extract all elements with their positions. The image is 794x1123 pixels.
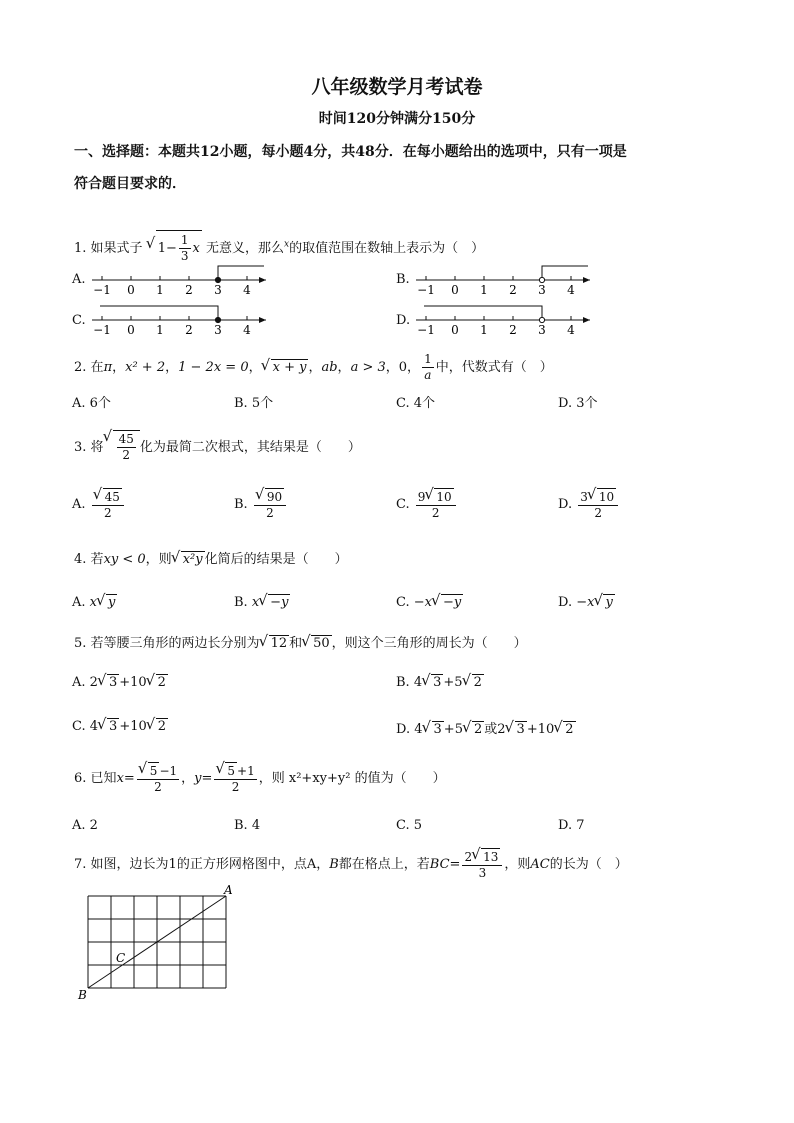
tick-label: 3 (214, 283, 222, 297)
q4-number: 4. (74, 552, 87, 567)
point-c-label: C (116, 951, 126, 965)
q4-option-a[interactable]: A. x√ y (72, 594, 117, 611)
question-1: 1. 如果式子 √ 1− $\frac{1}{3}$ x 无意义，那么$^x$的取值范围在数轴上表示为（ ） (74, 230, 484, 264)
tick-label: −1 (417, 283, 435, 297)
q4-post: 化简后的结果是（ ） (204, 552, 348, 567)
q3-option-b[interactable]: B. √ $\frac{90}{2}$ (234, 488, 288, 521)
tick-label: 1 (480, 323, 488, 337)
tick-label: 2 (185, 283, 193, 297)
page-title: 八年级数学月考试卷 (311, 76, 483, 98)
q4-option-c[interactable]: C. −x√ −y (396, 594, 463, 611)
closed-point (215, 317, 220, 322)
q6-option-a[interactable]: A. 2 (72, 818, 98, 833)
open-point (539, 277, 544, 282)
q5-number: 5. (74, 636, 87, 651)
q1-number: 1. (74, 241, 87, 256)
q5-option-d[interactable]: D. 4√ 3 +5√ 2 或2√ 3 +10√ 2 (396, 718, 576, 738)
q6-post: ，则 x²+xy+y² 的值为（ ） (258, 771, 446, 786)
q4-condition: xy < 0 (103, 552, 146, 567)
q4-pre: 若 (90, 552, 104, 567)
q4-option-d[interactable]: D. −x√ y (558, 594, 615, 611)
q4-option-b[interactable]: B. x√ −y (234, 594, 290, 611)
open-point (539, 317, 544, 322)
q2-option-d[interactable]: D. 3个 (558, 396, 598, 411)
q2-number: 2. (74, 360, 87, 375)
tick-label: 4 (243, 283, 251, 297)
q2-option-a[interactable]: A. 6个 (72, 396, 111, 411)
closed-point (215, 277, 220, 282)
axis-arrow (259, 317, 266, 323)
q5-option-b[interactable]: B. 4√ 3 +5√ 2 (396, 674, 484, 691)
q1-number-line-d[interactable] (412, 298, 597, 338)
q3-radical: √ $\frac{45}{2}$ (113, 430, 140, 463)
section-line-2: 符合题目要求的． (74, 176, 186, 192)
q6-pre: 已知 (90, 771, 117, 786)
q1-number-line-c[interactable] (88, 298, 273, 338)
q3-number: 3. (74, 440, 87, 455)
tick-label: 4 (243, 323, 251, 337)
q7-fraction: $\frac{2√ 13}{3}$ (462, 848, 502, 881)
tick-label: 1 (156, 283, 164, 297)
q3-option-c[interactable]: C. $\frac{9√ 10}{2}$ (396, 488, 458, 521)
q1-option-d-label[interactable]: D. (396, 313, 411, 328)
tick-label: 2 (509, 283, 517, 297)
tick-label: 4 (567, 323, 575, 337)
point-a-label: A (224, 883, 233, 897)
section-header (74, 136, 734, 200)
q3-post: 化为最简二次根式，其结果是（ ） (139, 440, 361, 455)
ray (100, 306, 218, 320)
ray (424, 306, 542, 320)
q6-option-b[interactable]: B. 4 (234, 818, 261, 833)
q2-item-ab: ab (321, 360, 338, 375)
tick-label: −1 (417, 323, 435, 337)
q5-option-a[interactable]: A. 2√ 3 +10√ 2 (72, 674, 168, 691)
q7-grid-figure (76, 882, 246, 1002)
q6-x-fraction: √ $\frac{5 -1}{2}$ (137, 762, 179, 795)
q6-option-d[interactable]: D. 7 (558, 818, 585, 833)
q7-pre: 如图，边长为1的正方形网格图中，点A， (90, 857, 330, 872)
q1-option-b-label[interactable]: B. (396, 272, 410, 287)
tick-label: −1 (93, 323, 111, 337)
q1-fraction: $\frac{1}{3}$ (180, 233, 189, 263)
tick-label: 3 (538, 283, 546, 297)
q6-option-c[interactable]: C. 5 (396, 818, 423, 833)
q4-radical: √ x²y (181, 551, 205, 568)
q1-mid: 无意义，那么 (206, 241, 285, 256)
question-4 (74, 550, 348, 570)
ray (542, 266, 588, 280)
q5-option-c[interactable]: C. 4√ 3 +10√ 2 (72, 718, 168, 735)
q3-pre: 将 (90, 440, 104, 455)
tick-label: −1 (93, 283, 111, 297)
q5-post: ，则这个三角形的周长为（ ） (331, 636, 527, 651)
q1-number-line-b[interactable] (412, 258, 597, 298)
tick-label: 3 (538, 323, 546, 337)
point-b-label: B (78, 988, 87, 1002)
q2-item-zero: 0 (398, 360, 408, 375)
ray (218, 266, 264, 280)
q2-pre: 在 (90, 360, 104, 375)
q2-option-c[interactable]: C. 4个 (396, 396, 436, 411)
tick-label: 2 (185, 323, 193, 337)
tick-label: 2 (509, 323, 517, 337)
q1-number-line-a[interactable] (88, 258, 273, 298)
tick-label: 0 (127, 323, 135, 337)
question-5 (74, 634, 527, 654)
page-subtitle: 时间120分钟满分150分 (318, 111, 476, 127)
q1-post: 的取值范围在数轴上表示为（ ） (289, 241, 485, 256)
q1-option-c-label[interactable]: C. (72, 313, 86, 328)
q2-item-gt: a > 3 (350, 360, 386, 375)
q4-mid: ，则 (145, 552, 172, 567)
q2-item-1: x² + 2 (125, 360, 166, 375)
q7-number: 7. (74, 857, 87, 872)
q5-pre: 若等腰三角形的两边长分别为 (90, 636, 260, 651)
axis-arrow (259, 277, 266, 283)
q3-option-d[interactable]: D. $\frac{3√ 10}{2}$ (558, 488, 620, 521)
tick-label: 1 (156, 323, 164, 337)
q2-item-pi: π (103, 360, 113, 375)
section-line-1: 一、选择题：本题共12小题，每小题4分，共48分．在每小题给出的选项中，只有一项是 (74, 144, 627, 160)
q5-radical-2: √ 50 (311, 635, 332, 652)
q1-radical: √ 1− $\frac{1}{3}$ x (156, 230, 202, 264)
q6-y-fraction: √ $\frac{5 +1}{2}$ (214, 762, 256, 795)
tick-label: 1 (480, 283, 488, 297)
question-3 (74, 430, 361, 463)
axis-arrow (583, 317, 590, 323)
question-6: 6. 已知x= √ $\frac{5 -1}{2}$ ，y= √ $\frac{5 +1}{2}$ ，则 x²+xy+y² 的值为（ ） (74, 762, 446, 795)
q1-pre: 如果式子 (90, 241, 143, 256)
q2-option-b[interactable]: B. 5个 (234, 396, 274, 411)
tick-label: 0 (451, 283, 459, 297)
tick-label: 0 (451, 323, 459, 337)
q3-option-a[interactable]: A. √ $\frac{45}{2}$ (72, 488, 126, 521)
q5-and: 和 (289, 636, 303, 651)
tick-label: 4 (567, 283, 575, 297)
q6-number: 6. (74, 771, 87, 786)
tick-label: 3 (214, 323, 222, 337)
q2-item-sqrt: √ x + y (271, 359, 309, 376)
q2-item-2: 1 − 2x = 0 (178, 360, 249, 375)
question-2: 2. 在π，x² + 2，1 − 2x = 0，√ x + y ，ab，a > 3，0， $\frac{1}{a}$ 中，代数式有（ ） (74, 352, 553, 383)
question-7: 7. 如图，边长为1的正方形网格图中，点A，B都在格点上，若BC= $\frac{2√ 13}{3}$ ，则AC的长为（ ） (74, 848, 628, 881)
q2-post: 中，代数式有（ ） (435, 360, 553, 375)
q5-radical-1: √ 12 (269, 635, 290, 652)
tick-label: 0 (127, 283, 135, 297)
q1-option-a-label[interactable]: A. (72, 272, 86, 287)
q2-fraction: $\frac{1}{a}$ (424, 352, 432, 382)
axis-arrow (583, 277, 590, 283)
